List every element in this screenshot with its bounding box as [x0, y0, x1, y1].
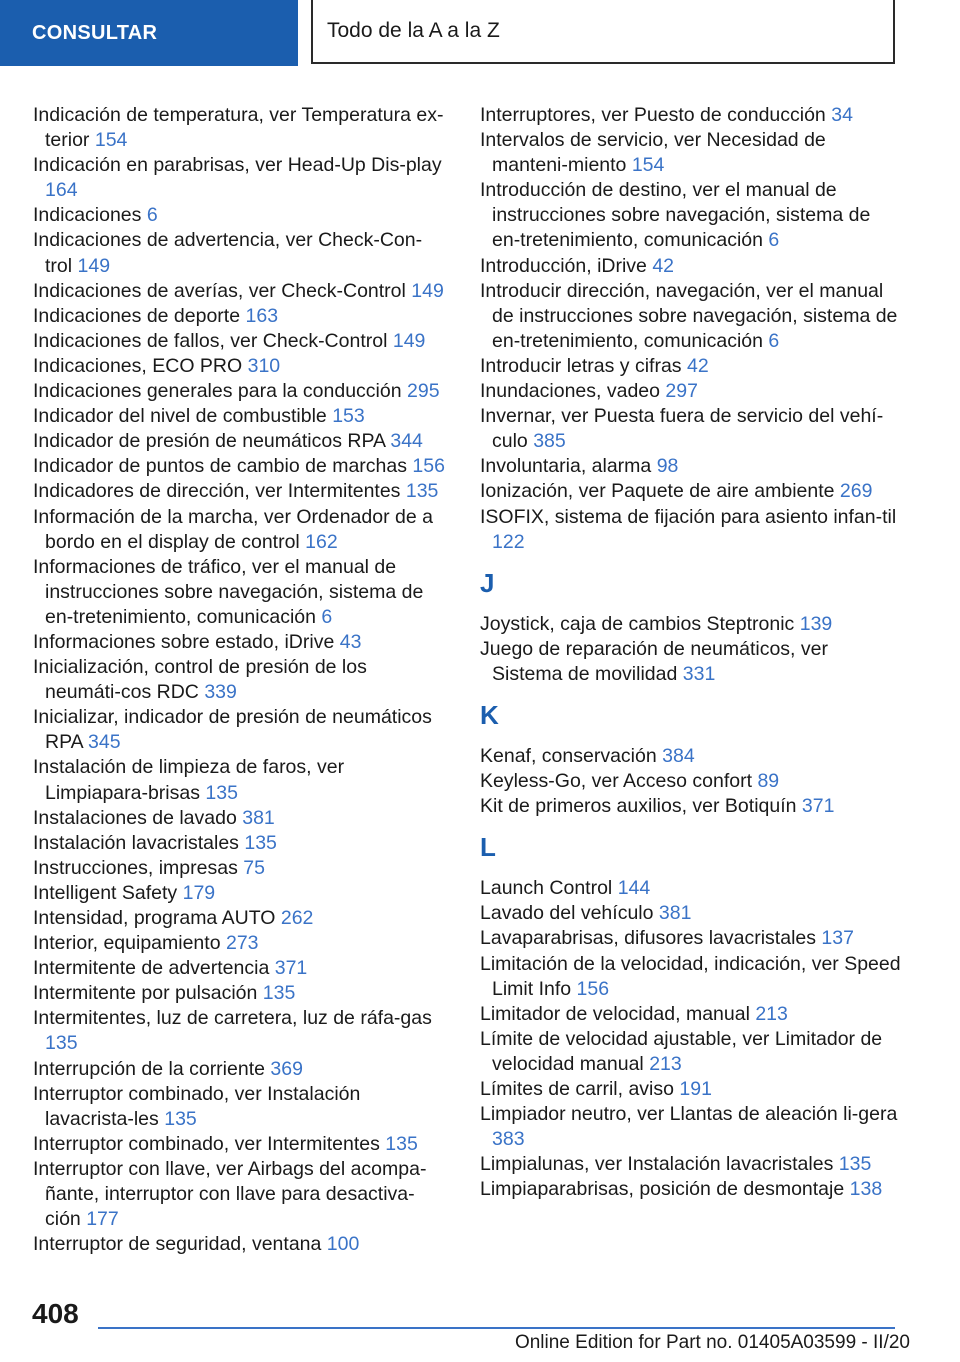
entry-text: Lavado del vehículo — [480, 902, 654, 925]
entry-text: Inicializar, indicador de presión de neumáticos RPA — [33, 706, 432, 754]
index-entry — [33, 981, 445, 1006]
page-link[interactable]: 154 — [94, 129, 128, 152]
entry-text: Kenaf, conservación — [480, 744, 657, 767]
page-link[interactable]: 149 — [411, 279, 444, 302]
page-link[interactable]: 163 — [245, 304, 279, 327]
entry-text: Introducir letras y cifras — [480, 354, 682, 377]
entry-text: Intensidad, programa AUTO — [33, 907, 276, 929]
entry-text: Interruptor de seguridad, ventana — [33, 1233, 322, 1256]
index-entry — [33, 956, 445, 981]
index-entry — [33, 630, 445, 655]
index-entry — [33, 856, 445, 881]
entry-text: ISOFIX, sistema de fijación para asiento infan-til — [480, 505, 897, 528]
index-column-left — [33, 103, 445, 1257]
entry-text: Límites de carril, aviso — [480, 1078, 674, 1100]
entry-text: Limpiador neutro, ver Llantas de aleación li-gera — [480, 1103, 898, 1126]
index-entry — [33, 329, 445, 354]
entry-text: Limpialunas, ver Instalación lavacristales — [480, 1153, 834, 1176]
page-header — [0, 0, 960, 66]
index-group-l — [480, 876, 902, 1202]
index-entry — [480, 612, 902, 637]
index-entry — [33, 479, 445, 504]
entry-text: Intervalos de servicio, ver Necesidad de manteni-miento — [480, 129, 826, 177]
page-link[interactable]: 381 — [658, 902, 692, 925]
index-entry — [33, 454, 445, 479]
entry-text: Intermitentes, luz de carretera, luz de ráfa-gas — [33, 1007, 432, 1030]
page-number: 408 — [32, 1298, 79, 1329]
entry-text: Información de la marcha, ver Ordenador de a bordo en el display de control — [33, 505, 433, 553]
page-link[interactable]: 6 — [321, 605, 333, 628]
index-entry — [33, 203, 445, 228]
entry-text: Intermitente por pulsación — [33, 982, 258, 1005]
letter-heading-j: J — [480, 567, 495, 598]
page-link[interactable]: 262 — [280, 907, 314, 929]
index-entry — [33, 906, 445, 931]
page-link[interactable]: 383 — [492, 1128, 525, 1151]
entry-text: Limitación de la velocidad, indicación, ver Speed Limit Info — [480, 952, 901, 1000]
page-link[interactable]: 191 — [679, 1078, 712, 1100]
page-link[interactable]: 213 — [755, 1002, 788, 1025]
entry-text: Ionización, ver Paquete de aire ambiente — [480, 480, 835, 503]
index-entry — [33, 1057, 445, 1082]
index-entry — [480, 1152, 902, 1177]
footer-rule — [98, 1327, 895, 1329]
page-link[interactable]: 149 — [77, 254, 111, 277]
page-link[interactable]: 6 — [768, 329, 780, 352]
entry-text: Indicación de temperatura, ver Temperatura ex-terior — [33, 104, 444, 152]
page-link[interactable]: 385 — [533, 430, 566, 453]
index-entry — [33, 379, 445, 404]
entry-text: Intelligent Safety — [33, 881, 178, 904]
page-link[interactable]: 371 — [274, 957, 308, 980]
entry-text: Kit de primeros auxilios, ver Botiquín — [480, 795, 797, 818]
index-entry — [480, 479, 902, 504]
section-tab: CONSULTAR — [0, 0, 298, 66]
entry-text: Indicador del nivel de combustible — [33, 405, 327, 428]
page-link[interactable]: 371 — [801, 795, 835, 818]
index-entry — [33, 1157, 445, 1232]
index-entry — [33, 931, 445, 956]
entry-text: Indicación en parabrisas, ver Head-Up Dis-play — [33, 154, 442, 177]
index-entry — [33, 655, 445, 705]
index-entry — [480, 926, 902, 951]
page-link[interactable]: 339 — [204, 681, 237, 704]
index-entry — [33, 555, 445, 630]
index-entry — [480, 1027, 902, 1077]
page-link[interactable]: 331 — [682, 662, 716, 685]
index-entry — [33, 429, 445, 454]
entry-text: Involuntaria, alarma — [480, 455, 652, 478]
entry-text: Informaciones de tráfico, ver el manual de instrucciones sobre navegación, sistema de en-tretenimiento, comunicación — [33, 555, 424, 628]
entry-text: Keyless-Go, ver Acceso confort — [480, 770, 753, 793]
entry-text: Instalación lavacristales — [33, 831, 239, 854]
index-entry — [33, 1082, 445, 1132]
entry-text: Inicialización, control de presión de los neumáti-cos RDC — [33, 656, 367, 704]
entry-text: Limitador de velocidad, manual — [480, 1002, 750, 1025]
index-entry — [480, 379, 902, 404]
chapter-title: Todo de la A a la Z — [311, 0, 895, 64]
page-link[interactable]: 213 — [649, 1052, 682, 1075]
entry-text: Instalaciones de lavado — [33, 806, 237, 829]
page-link[interactable]: 153 — [332, 405, 365, 428]
page-link[interactable]: 135 — [205, 781, 238, 804]
index-entry — [33, 755, 445, 805]
index-entry — [480, 1177, 902, 1202]
index-entry — [33, 404, 445, 429]
index-entry — [480, 178, 902, 253]
page-link[interactable]: 273 — [225, 932, 259, 955]
page-link[interactable]: 156 — [576, 977, 610, 1000]
index-entry — [480, 637, 902, 687]
index-entry — [33, 279, 445, 304]
page-link[interactable]: 269 — [839, 480, 873, 503]
page-link[interactable]: 179 — [182, 881, 216, 904]
entry-text: Instrucciones, impresas — [33, 856, 238, 879]
index-entry — [33, 1232, 445, 1257]
index-entry — [33, 228, 445, 278]
index-entry — [480, 354, 902, 379]
page-link[interactable]: 137 — [821, 927, 854, 950]
entry-text: Interruptor combinado, ver Intermitentes — [33, 1132, 380, 1155]
entry-text: Introducción, iDrive — [480, 254, 647, 277]
index-group-j — [480, 612, 902, 687]
entry-text: Invernar, ver Puesta fuera de servicio del vehí-culo — [480, 405, 884, 453]
page-link[interactable]: 369 — [270, 1057, 303, 1080]
entry-text: Lavaparabrisas, difusores lavacristales — [480, 927, 816, 950]
page-link[interactable]: 139 — [799, 612, 833, 635]
page-link[interactable]: 100 — [326, 1233, 360, 1256]
page-link[interactable]: 43 — [339, 630, 362, 653]
index-entry — [33, 831, 445, 856]
index-entry — [33, 806, 445, 831]
entry-text: Intermitente de advertencia — [33, 957, 270, 980]
page-link[interactable]: 344 — [390, 430, 423, 453]
entry-text: Indicaciones de averías, ver Check-Control — [33, 279, 406, 302]
page-link[interactable]: 345 — [88, 731, 121, 754]
index-column-right — [480, 103, 902, 1202]
index-entry — [480, 279, 902, 354]
index-entry — [480, 1002, 902, 1027]
entry-text: Joystick, caja de cambios Steptronic — [480, 612, 795, 635]
entry-text: Inundaciones, vadeo — [480, 380, 660, 403]
page-link[interactable]: 154 — [631, 154, 665, 177]
index-entry — [480, 254, 902, 279]
page-link[interactable]: 75 — [243, 856, 265, 879]
entry-text: Indicaciones generales para la conducción — [33, 380, 402, 403]
index-entry — [33, 103, 445, 153]
entry-text: Informaciones sobre estado, iDrive — [33, 630, 335, 653]
page-link[interactable]: 89 — [757, 770, 780, 793]
entry-text: Interruptor combinado, ver Instalación lavacrista-les — [33, 1082, 361, 1130]
entry-text: Introducción de destino, ver el manual de instrucciones sobre navegación, sistema de en-tretenimiento, comunicación — [480, 179, 871, 252]
entry-text: Indicaciones, ECO PRO — [33, 354, 243, 377]
entry-text: Indicaciones de deporte — [33, 304, 241, 327]
index-entry — [480, 404, 902, 454]
entry-text: Instalación de limpieza de faros, ver Limpiapara-brisas — [33, 756, 345, 804]
entry-text: Interrupción de la corriente — [33, 1057, 265, 1080]
page-link[interactable]: 135 — [838, 1153, 872, 1176]
page-link[interactable]: 135 — [244, 831, 277, 854]
index-entry — [33, 153, 445, 203]
index-entry — [480, 952, 902, 1002]
page-link[interactable]: 164 — [45, 179, 78, 202]
page-link[interactable]: 135 — [385, 1132, 418, 1155]
entry-text: Indicadores de dirección, ver Intermitentes — [33, 480, 401, 503]
entry-text: Interruptores, ver Puesto de conducción — [480, 104, 826, 126]
page-link[interactable]: 135 — [164, 1107, 197, 1130]
page-link[interactable]: 384 — [662, 744, 695, 767]
page-link[interactable]: 122 — [492, 530, 525, 553]
index-entry — [480, 505, 902, 555]
page-link[interactable]: 149 — [392, 329, 426, 352]
index-entry — [480, 744, 902, 769]
index-entry — [480, 876, 902, 901]
page-link[interactable]: 34 — [831, 104, 853, 126]
footer-edition: Online Edition for Part no. 01405A03599 - II/20 — [514, 1332, 910, 1353]
page-link[interactable]: 295 — [407, 380, 440, 403]
entry-text: Indicador de presión de neumáticos RPA — [33, 430, 385, 453]
index-entry — [480, 128, 902, 178]
letter-heading-l: L — [480, 832, 496, 863]
index-entry — [480, 769, 902, 794]
index-entry — [33, 505, 445, 555]
entry-text: Indicaciones de advertencia, ver Check-Con-trol — [33, 229, 423, 277]
entry-text: Indicaciones — [33, 204, 142, 227]
index-group-i — [480, 103, 902, 555]
page-link[interactable]: 135 — [262, 982, 296, 1005]
entry-text: Límite de velocidad ajustable, ver Limitador de velocidad manual — [480, 1027, 883, 1075]
entry-text: Indicador de puntos de cambio de marchas — [33, 455, 407, 478]
index-group-k — [480, 744, 902, 819]
page-link[interactable]: 156 — [412, 455, 445, 478]
index-entry — [480, 1077, 902, 1102]
entry-text: Indicaciones de fallos, ver Check-Control — [33, 329, 388, 352]
entry-text: Limpiaparabrisas, posición de desmontaje — [480, 1178, 845, 1201]
index-entry — [33, 304, 445, 329]
page-link[interactable]: 98 — [656, 455, 679, 478]
page-link[interactable]: 6 — [768, 229, 780, 252]
page-link[interactable]: 135 — [45, 1032, 78, 1055]
page-link[interactable]: 162 — [305, 530, 338, 553]
page-link[interactable]: 381 — [242, 806, 275, 829]
index-entry — [33, 354, 445, 379]
page-link[interactable]: 138 — [849, 1178, 883, 1201]
entry-text: Launch Control — [480, 877, 613, 900]
page-link[interactable]: 42 — [652, 254, 675, 277]
page-link[interactable]: 297 — [665, 380, 698, 403]
index-entry — [480, 1102, 902, 1152]
page-link[interactable]: 135 — [405, 480, 439, 503]
page-link[interactable]: 177 — [86, 1208, 119, 1231]
page-link[interactable]: 6 — [146, 204, 158, 227]
index-entry — [480, 454, 902, 479]
page-link[interactable]: 144 — [617, 877, 651, 900]
index-entry — [480, 794, 902, 819]
index-entry — [33, 1006, 445, 1056]
index-entry — [480, 103, 902, 128]
entry-text: Juego de reparación de neumáticos, ver Sistema de movilidad — [480, 637, 828, 685]
page-link[interactable]: 310 — [247, 354, 281, 377]
index-entry — [33, 705, 445, 755]
letter-heading-k: K — [480, 699, 499, 730]
index-entry — [33, 881, 445, 906]
entry-text: Interior, equipamiento — [33, 932, 221, 955]
page-link[interactable]: 42 — [686, 354, 709, 377]
index-entry — [480, 901, 902, 926]
index-entry — [33, 1132, 445, 1157]
entry-text: Interruptor con llave, ver Airbags del acompa-ñante, interruptor con llave para desactiva-ción — [33, 1157, 427, 1231]
entry-text: Introducir dirección, navegación, ver el manual de instrucciones sobre navegación, sistema de en-tretenimiento, comunicación — [480, 279, 898, 352]
